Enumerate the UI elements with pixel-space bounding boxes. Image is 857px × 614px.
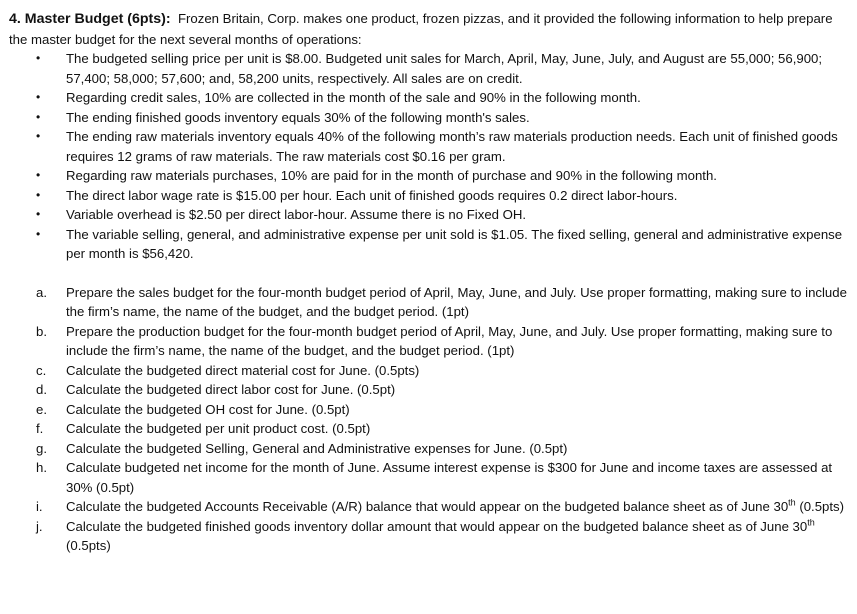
intro-text: Frozen Britain, Corp. makes one product, frozen pizzas, and it provided the following information to help prepare the master budget for the next several months of operations: — [9, 11, 833, 47]
bullet-icon: • — [36, 51, 41, 65]
list-item: • The variable selling, general, and administrative expense per unit sold is $1.05. The fixed selling, general and administrative expense per month is $56,420. — [36, 226, 843, 261]
part-text: Calculate the budgeted direct material cost for June. (0.5pts) — [66, 362, 420, 378]
bullet-icon: • — [36, 207, 41, 221]
part-letter: a. — [36, 284, 47, 300]
question-part — [9, 439, 847, 459]
bullet-icon: • — [36, 109, 41, 124]
part-points: (0.5pts) — [795, 499, 845, 514]
part-letter: d. — [36, 382, 47, 397]
list-item: • Variable overhead is $2.50 per direct labor-hour. Assume there is no Fixed OH. — [9, 205, 847, 225]
part-points: (0.5pts) — [66, 538, 111, 553]
question-part — [9, 283, 847, 322]
question-part — [9, 400, 847, 420]
list-item: • The ending finished goods inventory equals 30% of the following month's sales. — [9, 108, 847, 128]
part-text: Calculate the budgeted Selling, General and Administrative expenses for June. (0.5pt) — [66, 440, 568, 456]
part-letter: c. — [36, 362, 47, 378]
problem-title: 4. Master Budget (6pts): — [9, 11, 171, 27]
bullet-icon: • — [36, 168, 41, 182]
part-letter: e. — [36, 401, 47, 417]
part-text: Calculate the budgeted per unit product cost. (0.5pt) — [66, 421, 371, 436]
bullet-icon: • — [36, 187, 41, 202]
part-text: Calculate budgeted net income for the month of June. Assume interest expense is $300 for June and income taxes are assessed at 30% (0.5pt) — [66, 460, 833, 495]
question-part — [9, 419, 847, 439]
ordinal-suffix: th — [788, 497, 796, 508]
bullet-icon: • — [36, 129, 41, 143]
part-text: Calculate the budgeted OH cost for June. (0.5pt) — [66, 401, 350, 417]
assumptions-list — [9, 49, 847, 264]
part-letter: f. — [36, 421, 44, 436]
ordinal-suffix: th — [807, 517, 815, 528]
question-part — [9, 497, 847, 517]
part-text: Prepare the sales budget for the four-month budget period of April, May, June, and July. Use proper formatting, making sure to include the firm’s name, the name of the budget, and the budget period. (1pt) — [66, 284, 847, 319]
part-letter: h. — [36, 460, 47, 475]
part-letter: b. — [36, 323, 47, 339]
question-part — [9, 517, 847, 556]
part-letter: i. — [36, 499, 43, 514]
question-part — [9, 458, 847, 497]
part-text: Calculate the budgeted direct labor cost for June. (0.5pt) — [66, 382, 396, 397]
list-item: • Regarding credit sales, 10% are collected in the month of the sale and 90% in the following month. — [9, 88, 847, 108]
part-letter: j. — [36, 518, 43, 534]
list-item: • Regarding raw materials purchases, 10% are paid for in the month of purchase and 90% in the following month. — [9, 166, 847, 186]
intro-paragraph — [9, 9, 847, 49]
bullet-icon: • — [36, 90, 41, 104]
part-text: Calculate the budgeted finished goods inventory dollar amount that would appear on the budgeted balance sheet as of June 30 — [66, 518, 808, 534]
question-part — [9, 361, 847, 381]
bullet-icon: • — [36, 226, 41, 241]
question-part — [9, 322, 847, 361]
list-item: • The budgeted selling price per unit is $8.00. Budgeted unit sales for March, April, May, June, July, and August are 55,000; 56,900; 57,400; 58,000; 57,600; and, 58,200 units, respectively. All sales are on credit. — [36, 51, 823, 86]
list-item: • The direct labor wage rate is $15.00 per hour. Each unit of finished goods requires 0.2 direct labor-hours. — [9, 186, 847, 206]
list-item: • The ending raw materials inventory equals 40% of the following month’s raw materials production needs. Each unit of finished goods requires 12 grams of raw materials. The raw materials cost $0.16 per gram. — [36, 129, 838, 164]
part-text: Calculate the budgeted Accounts Receivable (A/R) balance that would appear on the budgeted balance sheet as of June 30 — [66, 499, 789, 514]
question-parts-list — [9, 283, 847, 556]
part-text: Prepare the production budget for the four-month budget period of April, May, June, and July. Use proper formatting, making sure to include the firm’s name, the name of the budget, and the budget period. (1pt) — [66, 323, 833, 358]
document — [9, 9, 847, 556]
question-part — [9, 380, 847, 400]
part-letter: g. — [36, 440, 47, 456]
